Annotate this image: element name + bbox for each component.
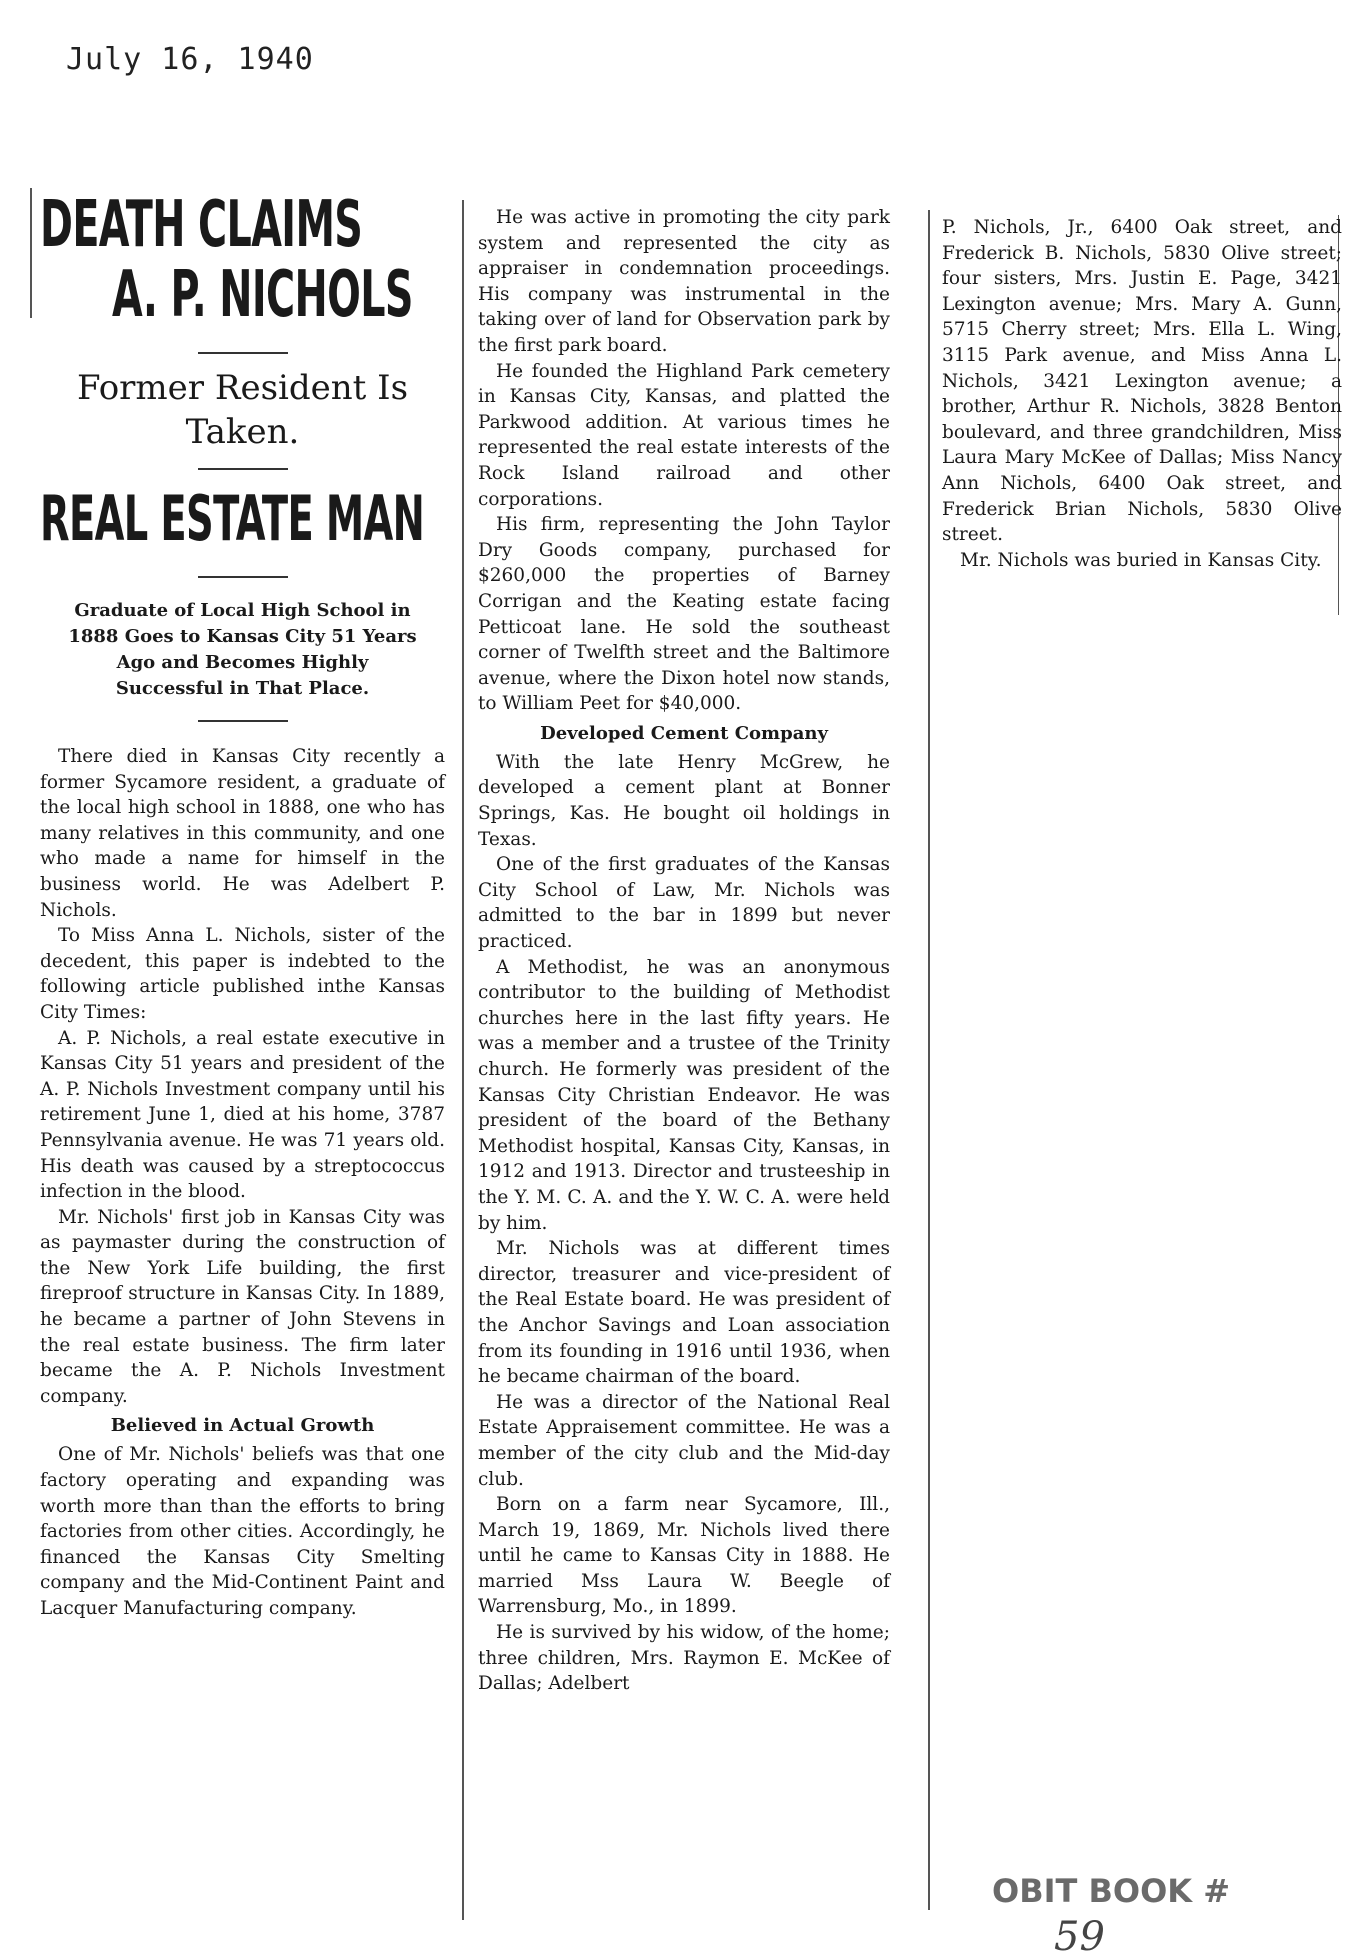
column-2 <box>478 205 890 1697</box>
paragraph: To Miss Anna L. Nichols, sister of the decedent, this paper is indebted to the following article published inthe Kansas City Times: <box>40 925 445 1023</box>
clipping-date: July 16, 1940 <box>66 42 314 77</box>
deck-summary: Graduate of Local High School in 1888 Goes to Kansas City 51 Years Ago and Becomes Highly Successful in That Place. <box>68 600 417 699</box>
section-subtitle: Developed Cement Company <box>540 722 828 744</box>
paragraph: A Methodist, he was an anonymous contributor to the building of Methodist churches here in the last fifty years. He was a member and a trustee of the Trinity church. He formerly was president of the Kansas City Christian Endeavor. He was president of the board of the Bethany Methodist hospital, Kansas City, Kansas, in 1912 and 1913. Director and trusteeship in the Y. M. C. A. and the Y. W. C. A. were held by him. <box>478 956 890 1234</box>
obit-book-number: 59 <box>1054 1914 1105 1960</box>
column-rule-left <box>30 188 32 318</box>
column-1-body <box>40 744 445 1622</box>
divider <box>198 720 288 722</box>
obit-book-stamp: OBIT BOOK # <box>992 1872 1231 1910</box>
headline-line-1: DEATH CLAIMS <box>40 188 363 262</box>
column-3 <box>942 215 1342 573</box>
section-subtitle: Believed in Actual Growth <box>110 1415 375 1437</box>
paragraph: He was active in promoting the city park system and represented the city as appraiser in condemnation proceedings. His company was instrumental in the taking over of land for Observation park by the first park board. <box>478 207 890 356</box>
paragraph: One of Mr. Nichols' beliefs was that one factory operating and expanding was worth more than than the efforts to bring factories from other cities. Accordingly, he financed the Kansas City Smelting company and the Mid-Continent Paint and Lacquer Manufacturing company. <box>40 1444 445 1619</box>
divider <box>198 576 288 578</box>
paragraph: His firm, representing the John Taylor Dry Goods company, purchased for $260,000 the properties of Barney Corrigan and the Keating estate facing Petticoat lane. He sold the southeast corner of Twelfth street and the Baltimore avenue, where the Dixon hotel now stands, to William Peet for $40,000. <box>478 514 890 715</box>
column-rule-2 <box>928 210 930 1910</box>
divider <box>198 352 288 354</box>
column-rule-1 <box>462 200 464 1920</box>
paragraph: A. P. Nichols, a real estate executive in Kansas City 51 years and president of the A. P. Nichols Investment company until his retirement June 1, died at his home, 3787 Pennsylvania avenue. He was 71 years old. His death was caused by a streptococcus infection in the blood. <box>40 1027 445 1203</box>
headline-line-2: A. P. NICHOLS <box>112 258 413 332</box>
headline-2: REAL ESTATE MAN <box>40 482 425 555</box>
paragraph: There died in Kansas City recently a former Sycamore resident, a graduate of the local high school in 1888, one who has many relatives in this community, and one who made a name for himself in the business world. He was Adelbert P. Nichols. <box>40 746 445 921</box>
paragraph: Born on a farm near Sycamore, Ill., March 19, 1869, Mr. Nichols lived there until he came to Kansas City in 1888. He married Mss Laura W. Beegle of Warrensburg, Mo., in 1899. <box>478 1494 890 1618</box>
divider <box>198 468 288 470</box>
column-1 <box>40 190 445 1622</box>
paragraph: With the late Henry McGrew, he developed a cement plant at Bonner Springs, Kas. He bought oil holdings in Texas. <box>478 751 890 850</box>
paragraph: He is survived by his widow, of the home; three children, Mrs. Raymon E. McKee of Dallas; Adelbert <box>478 1622 890 1695</box>
paragraph: He founded the Highland Park cemetery in Kansas City, Kansas, and platted the Parkwood addition. At various times he represented the real estate interests of the Rock Island railroad and other corporations. <box>478 360 890 510</box>
paragraph: Mr. Nichols was at different times director, treasurer and vice-president of the Real Estate board. He was president of the Anchor Savings and Loan association from its founding in 1916 until 1936, when he became chairman of the board. <box>478 1238 890 1388</box>
paragraph: Mr. Nichols was buried in Kansas City. <box>960 549 1322 571</box>
subheadline: Former Resident Is Taken. <box>76 368 409 452</box>
paragraph: Mr. Nichols' first job in Kansas City was as paymaster during the construction of the New York Life building, the first fireproof structure in Kansas City. In 1889, he became a partner of John Stevens in the real estate business. The firm later became the A. P. Nichols Investment company. <box>40 1206 445 1407</box>
paragraph: One of the first graduates of the Kansas City School of Law, Mr. Nichols was admitted to the bar in 1899 but never practiced. <box>478 854 890 953</box>
paragraph: He was a director of the National Real Estate Appraisement committee. He was a member of the city club and the Mid-day club. <box>478 1391 890 1490</box>
paragraph: P. Nichols, Jr., 6400 Oak street, and Frederick B. Nichols, 5830 Olive street; four sisters, Mrs. Justin E. Page, 3421 Lexington avenue; Mrs. Mary A. Gunn, 5715 Cherry street; Mrs. Ella L. Wing, 3115 Park avenue, and Miss Anna L. Nichols, 3421 Lexington avenue; a brother, Arthur R. Nichols, 3828 Benton boulevard, and three grandchildren, Miss Laura Mary McKee of Dallas; Miss Nancy Ann Nichols, 6400 Oak street, and Frederick Brian Nichols, 5830 Olive street. <box>942 217 1342 546</box>
